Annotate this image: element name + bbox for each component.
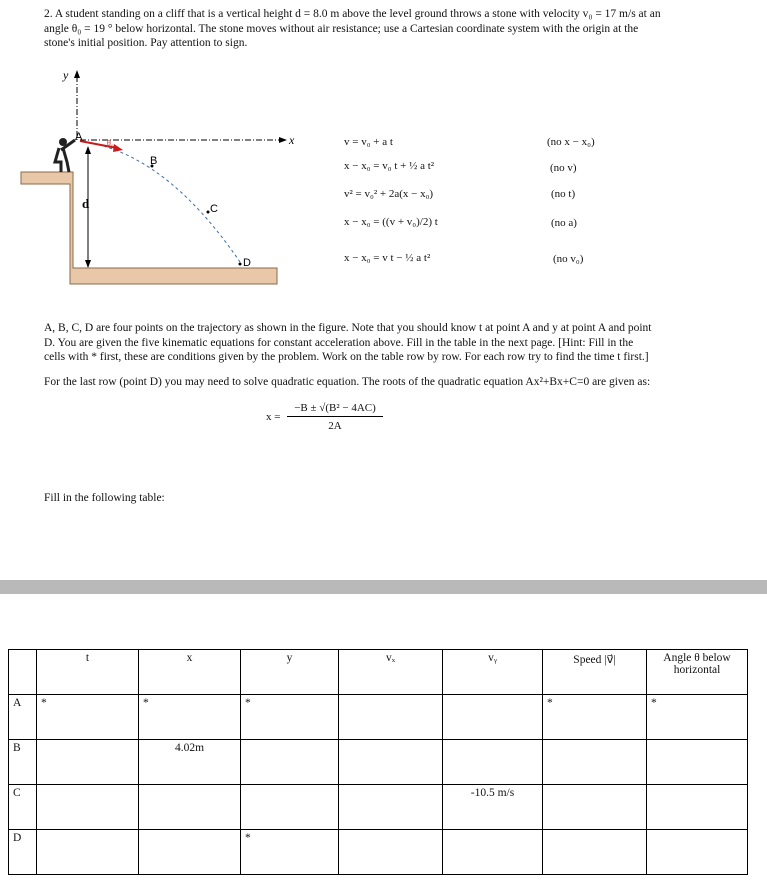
table-cell[interactable]: 4.02m [139, 740, 241, 785]
kinematic-equation: v = v₀ + a t [344, 136, 393, 148]
table-cell[interactable] [339, 785, 443, 830]
student-figure [55, 138, 75, 172]
problem-line: stone's initial position. Pay attention to sign. [44, 37, 248, 49]
trajectory-figure [15, 62, 305, 292]
table-cell[interactable] [647, 830, 748, 875]
header-x: x [139, 650, 241, 695]
row-label: B [9, 740, 37, 785]
point-d-label: D [243, 257, 251, 269]
x-axis-label: x [289, 133, 295, 147]
header-t: t [37, 650, 139, 695]
y-axis-label: y [63, 68, 69, 82]
table-cell[interactable] [339, 830, 443, 875]
problem-statement [44, 7, 744, 51]
instructions-paragraph [44, 321, 744, 365]
problem-line: 2. A student standing on a cliff that is a vertical height d = 8.0 m above the level ground throws a stone with velocity v₀ = 17 m/s at an [44, 8, 661, 20]
instructions-line: D. You are given the five kinematic equations for constant acceleration above. Fill in the table in the next page. [Hint: Fill in the [44, 336, 634, 349]
kinematic-equation: x − x₀ = v t − ½ a t² [344, 252, 431, 264]
y-axis-arrow [74, 70, 80, 78]
quadratic-denominator: 2A [328, 420, 342, 432]
header-vx: vₓ [339, 650, 443, 695]
table-cell[interactable] [647, 740, 748, 785]
point-b-label: B [150, 155, 158, 167]
table-cell[interactable] [37, 830, 139, 875]
table-cell[interactable] [139, 830, 241, 875]
table-row [9, 695, 748, 740]
table-cell[interactable] [339, 695, 443, 740]
table-cell[interactable] [647, 785, 748, 830]
equation-note: (no v₀) [553, 253, 584, 265]
height-arrow-up [85, 146, 91, 154]
header-angle: Angle θ below horizontal [647, 650, 748, 695]
fill-table-label: Fill in the following table: [44, 492, 165, 504]
table-row [9, 740, 748, 785]
quadratic-numerator: −B ± √(B² − 4AC) [287, 402, 383, 417]
header-y: y [241, 650, 339, 695]
table-header-row [9, 650, 748, 695]
equation-note: (no x − x₀) [547, 136, 595, 148]
point-c-label: C [210, 203, 218, 215]
equation-note: (no v) [550, 162, 577, 174]
table-cell[interactable] [37, 740, 139, 785]
table-cell[interactable] [241, 785, 339, 830]
table-cell[interactable] [543, 740, 647, 785]
kinematic-equation: x − x₀ = v₀ t + ½ a t² [344, 160, 435, 172]
header-vy: vᵧ [443, 650, 543, 695]
quadratic-lhs: x = [266, 411, 281, 423]
equation-note: (no a) [551, 217, 577, 229]
quadratic-fraction [287, 402, 383, 432]
table-cell[interactable]: * [139, 695, 241, 740]
row-label: D [9, 830, 37, 875]
problem-line: angle θ₀ = 19 ° below horizontal. The stone moves without air resistance; use a Cartesian coordinate system with the origin at the [44, 22, 639, 35]
header-speed: Speed |v⃗| [543, 650, 647, 695]
table-cell[interactable]: -10.5 m/s [443, 785, 543, 830]
table-cell[interactable] [443, 740, 543, 785]
table-cell[interactable] [543, 785, 647, 830]
initial-velocity-arrowhead [113, 144, 123, 152]
kinematic-equation: v² = v₀² + 2a(x − x₀) [344, 188, 434, 200]
table-cell[interactable]: * [241, 830, 339, 875]
header-cell [9, 650, 37, 695]
table-row [9, 830, 748, 875]
table-row [9, 785, 748, 830]
row-label: A [9, 695, 37, 740]
table-cell[interactable] [543, 830, 647, 875]
table-cell[interactable]: * [543, 695, 647, 740]
instructions-line: A, B, C, D are four points on the trajectory as shown in the figure. Note that you should know t at point A and y at point A and point [44, 322, 652, 334]
cliff-ground [21, 172, 277, 284]
table-cell[interactable] [339, 740, 443, 785]
instructions-line: cells with * first, these are conditions given by the problem. Work on the table row by row. For each row try to find the time t first.] [44, 351, 649, 363]
table-cell[interactable] [241, 740, 339, 785]
height-label: d [82, 196, 90, 211]
height-arrow-down [85, 260, 91, 268]
table-cell[interactable]: * [37, 695, 139, 740]
table-cell[interactable] [139, 785, 241, 830]
table-cell[interactable] [443, 695, 543, 740]
table-cell[interactable] [443, 830, 543, 875]
page-separator [0, 580, 767, 594]
page-2 [0, 594, 767, 880]
answer-table [8, 649, 748, 875]
table-cell[interactable] [37, 785, 139, 830]
x-axis-arrow [279, 137, 287, 143]
table-cell[interactable]: * [647, 695, 748, 740]
point-a-label: A [75, 131, 83, 143]
row-label: C [9, 785, 37, 830]
kinematic-equation: x − x₀ = ((v + v₀)/2) t [344, 216, 438, 228]
trajectory-path [80, 141, 240, 262]
point-d-marker [239, 263, 242, 266]
equation-note: (no t) [551, 188, 576, 200]
table-cell[interactable]: * [241, 695, 339, 740]
quadratic-instructions: For the last row (point D) you may need to solve quadratic equation. The roots of the quadratic equation Ax²+Bx+C=0 are given as: [44, 376, 651, 388]
angle-label: θ₀ [107, 139, 114, 148]
